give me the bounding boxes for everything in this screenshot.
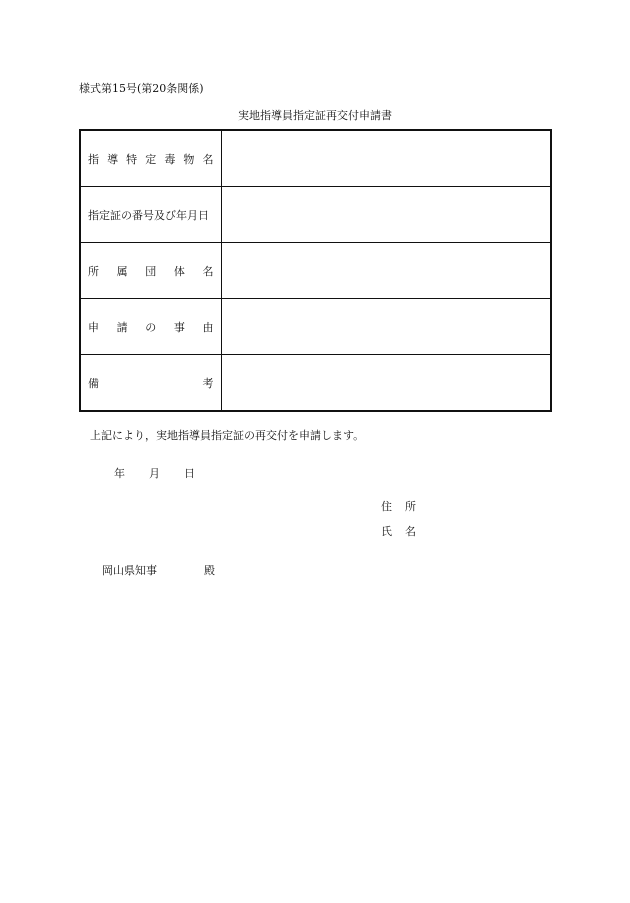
row-label-reason [80,299,221,355]
address-label-char: 所 [405,500,416,513]
label-char: 名 [202,264,214,278]
label-char: 名 [202,152,214,166]
application-statement: 上記により，実地指導員指定証の再交付を申請します。 [90,429,365,442]
label-char: 属 [116,264,128,278]
label-char: の [145,320,157,334]
date-month-label: 月 [149,467,160,480]
document-title: 実地指導員指定証再交付申請書 [238,109,392,122]
applicant-address-label [381,498,416,514]
label-char: 指 [88,152,99,166]
label-char: 請 [116,320,128,334]
value-field-remarks[interactable] [221,355,551,412]
label-char: 定 [145,152,157,166]
label-char: 団 [145,264,157,278]
label-char: 導 [107,152,119,166]
date-year-label: 年 [114,467,125,480]
applicant-name-label [381,523,416,539]
name-label-char: 氏 [381,525,392,538]
table-row [80,243,551,299]
label-char: 物 [183,152,195,166]
label-text: 指定証の番号及び年月日 [88,208,209,222]
date-line [114,465,195,481]
row-label-poison-name [80,130,221,187]
label-char: 所 [88,264,99,278]
table-row [80,299,551,355]
address-label-char: 住 [381,500,392,513]
application-form-table [79,129,552,412]
row-label-certificate-number-date [80,187,221,243]
row-label-organization-name [80,243,221,299]
label-char: 備 [88,376,99,390]
table-row [80,355,551,412]
label-char: 毒 [164,152,176,166]
label-char: 事 [173,320,185,334]
addressee-name: 岡山県知事 [102,564,157,577]
form-number: 様式第15号(第20条関係) [79,82,204,95]
addressee [102,562,215,578]
row-label-remarks [80,355,221,412]
table-row [80,187,551,243]
table-row [80,130,551,187]
value-field-reason[interactable] [221,299,551,355]
value-field-certificate-number-date[interactable] [221,187,551,243]
date-day-label: 日 [184,467,195,480]
value-field-organization-name[interactable] [221,243,551,299]
value-field-poison-name[interactable] [221,130,551,187]
label-char: 申 [88,320,99,334]
name-label-char: 名 [405,525,416,538]
addressee-honorific: 殿 [204,564,215,577]
label-char: 体 [173,264,185,278]
label-char: 由 [202,320,214,334]
label-char: 特 [126,152,138,166]
label-char: 考 [202,376,214,390]
